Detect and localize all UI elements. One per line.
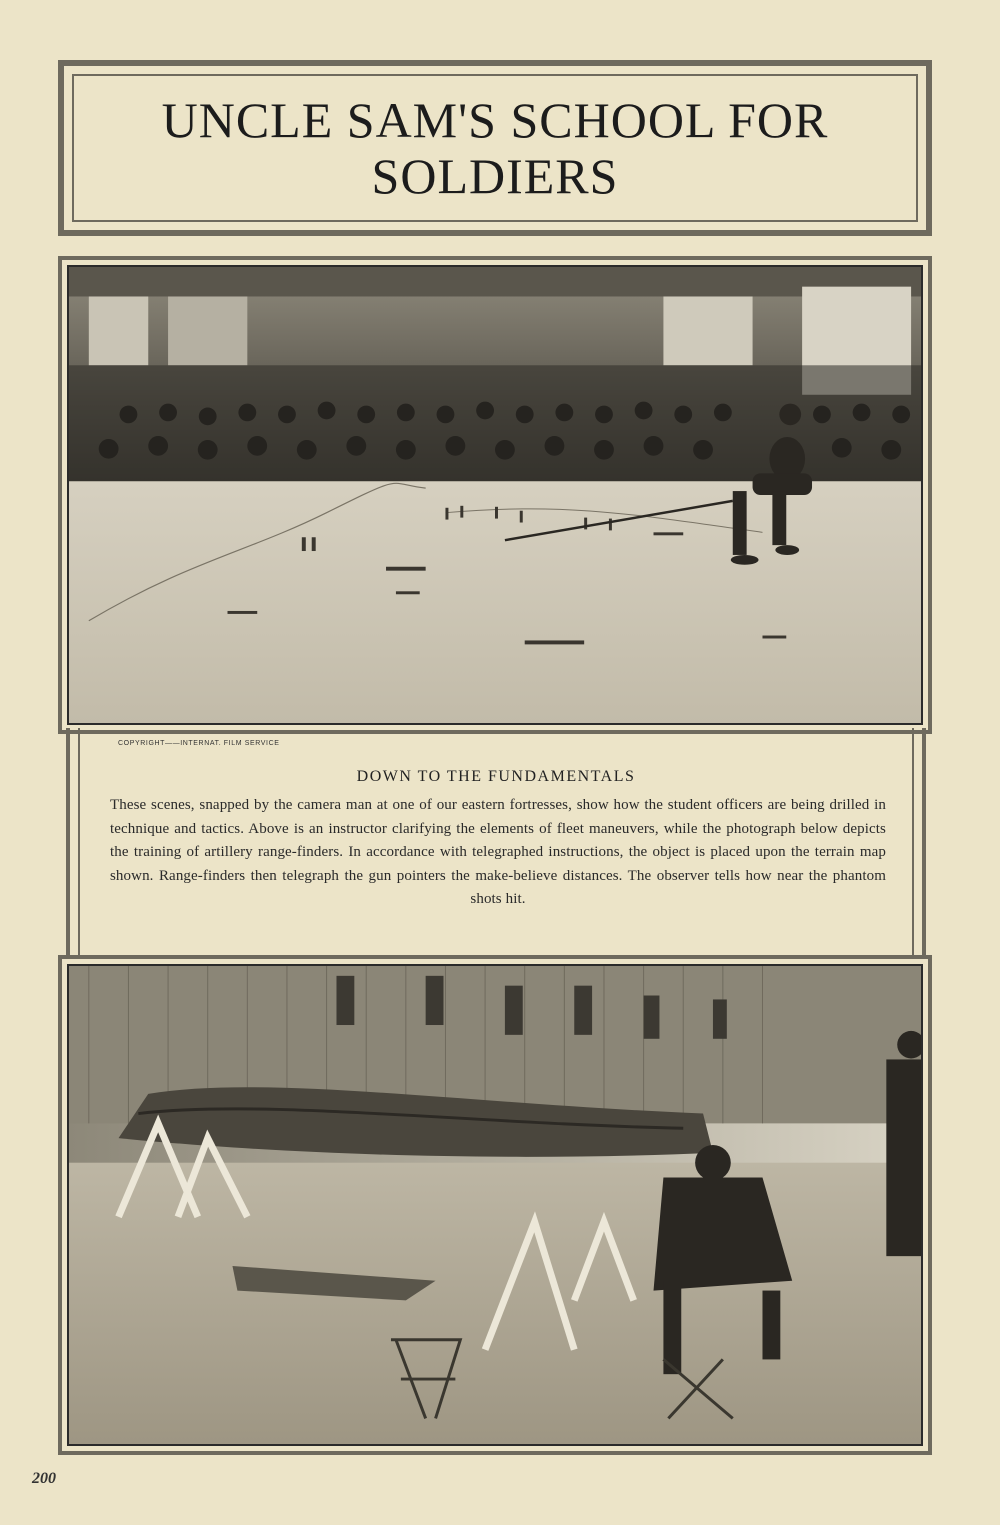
range-finder-photo-illustration <box>69 966 921 1444</box>
classroom-photo-illustration <box>69 267 921 723</box>
caption-body: These scenes, snapped by the camera man at one of our eastern fortresses, show how the student officers are being drilled in technique and tactics. Above is an instructor clarifying the elements of fleet maneuvers, while the photograph below depicts the training of artillery range-finders. In accordance with telegraphed instructions, the object is placed upon the terrain map shown. Range-finders then telegraph the gun pointers the make-believe distances. The observer tells how near the phantom shots hit. <box>110 797 886 907</box>
title-frame <box>58 60 932 236</box>
bottom-photo-frame <box>58 955 932 1455</box>
photo-credit: COPYRIGHT——INTERNAT. FILM SERVICE <box>118 740 280 747</box>
bottom-photo <box>67 964 923 1446</box>
caption-heading: DOWN TO THE FUNDAMENTALS <box>356 768 636 785</box>
page-number: 200 <box>32 1470 56 1487</box>
caption-box <box>66 728 926 962</box>
page-title: UNCLE SAM'S SCHOOL FOR SOLDIERS <box>161 92 829 204</box>
top-photo <box>67 265 923 725</box>
top-photo-frame <box>58 256 932 734</box>
title-inner-border <box>72 74 918 222</box>
